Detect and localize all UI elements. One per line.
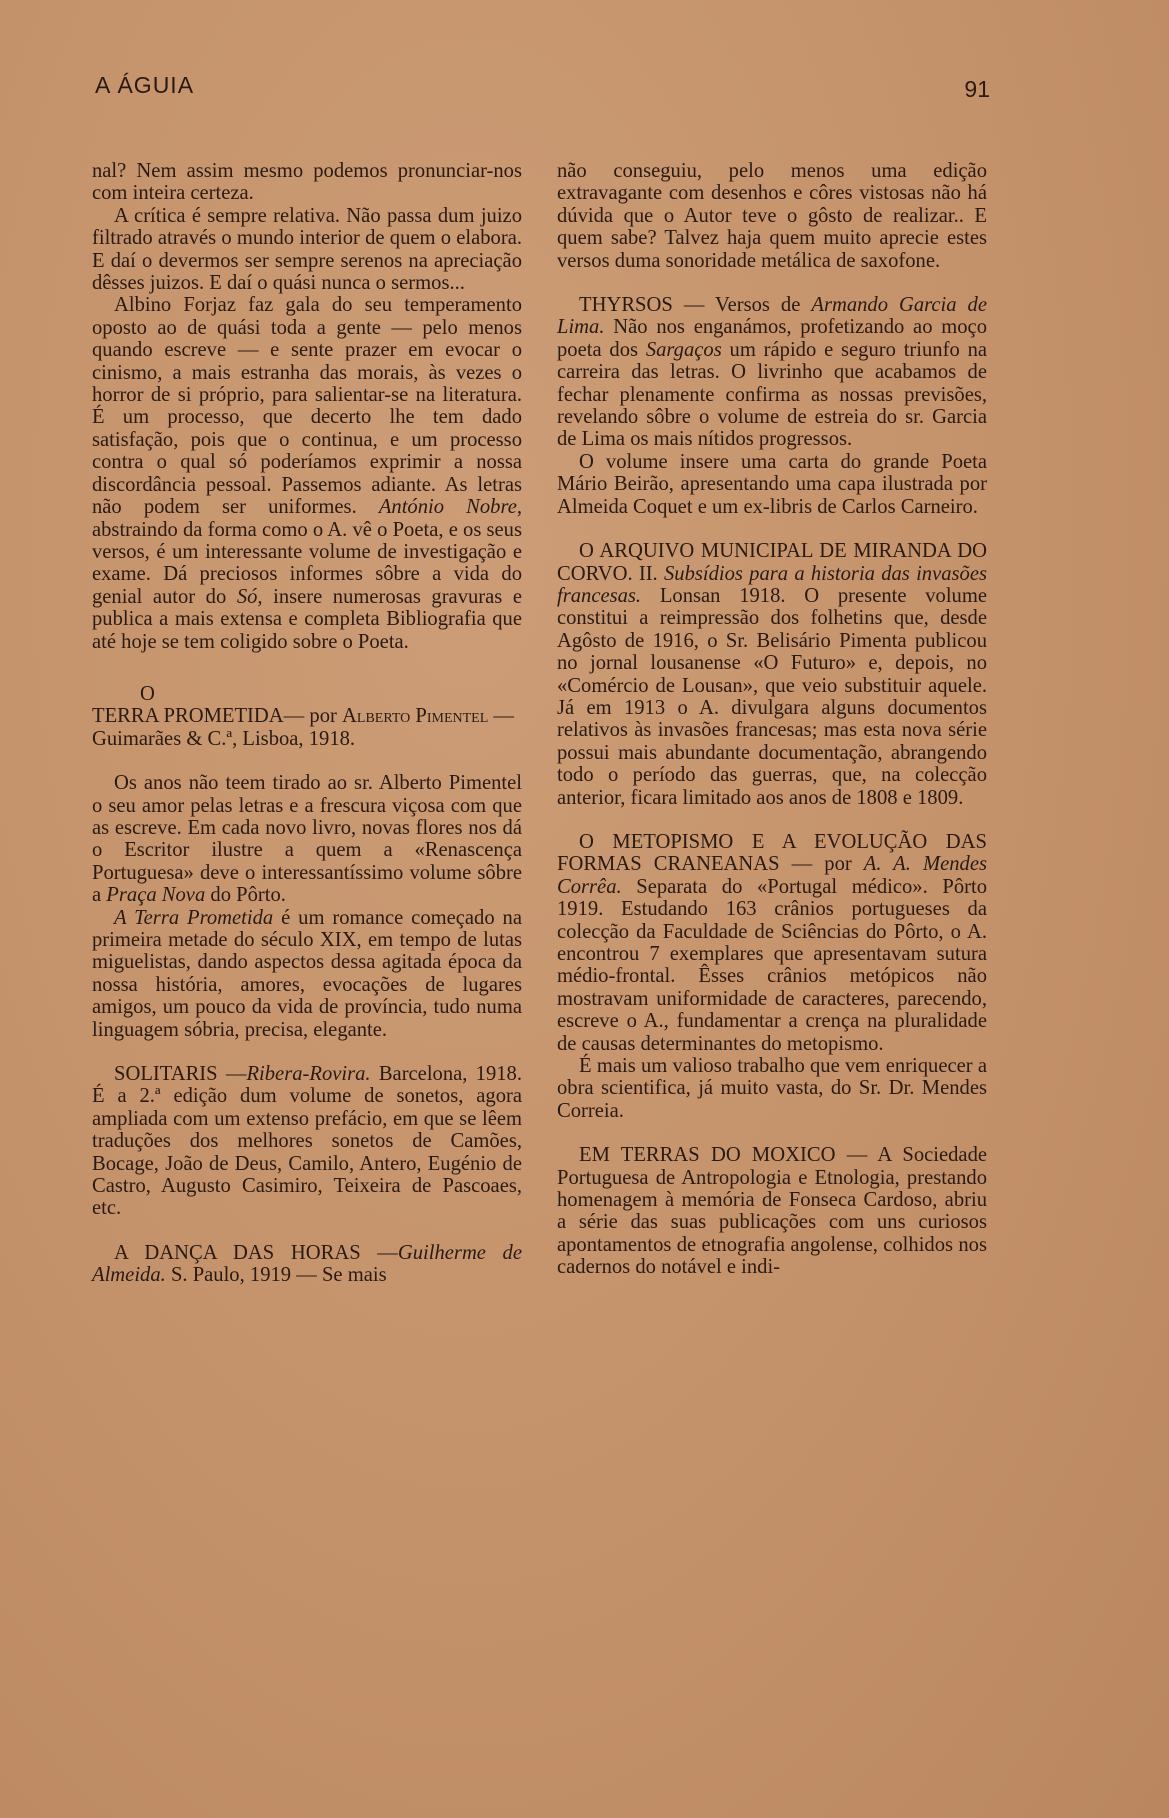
review-heading: TERRA PROMETIDA— por Alberto Pimentel — Guimarães & C.ª, Lisboa, 1918.	[92, 705, 515, 750]
book-title: Só,	[236, 585, 263, 608]
author-name: António Nobre,	[378, 496, 522, 519]
author-name: A. A. Mendes Corrêa.	[557, 853, 987, 898]
paragraph: É mais um valioso trabalho que vem enriquecer a obra scientifica, já muito vasta, do Sr. Dr. Mendes Correia.	[557, 1055, 987, 1122]
paragraph: Albino Forjaz faz gala do seu temperamento oposto ao de quási toda a gente — pelo menos quando escreve — e sente prazer em evocar o cinismo, a mais estranha das morais, às vezes o horror de si próprio, para salientar-se na literatura. É um processo, que decerto lhe tem dado satisfação, pois que o continua, e um processo contra o qual só poderíamos exprimir a nossa discordância pessoal. Passemos adiante. As letras não podem ser uniformes. António Nobre, abstraindo da forma como o A. vê o Poeta, e os seus versos, é um interessante volume de investigação e exame. Dá preciosos informes sôbre a vida do genial autor do Só, insere numerosas gravuras e publica a mais extensa e completa Bibliografia que até hoje se tem coligido sobre o Poeta.	[92, 294, 522, 653]
paragraph: não conseguiu, pelo menos uma edição extravagante com desenhos e côres vistosas não há dúvida que o Autor teve o gôsto de realizar.. E quem sabe? Talvez haja quem muito aprecie estes versos duma sonoridade metálica de saxofone.	[557, 160, 987, 272]
paragraph: O volume insere uma carta do grande Poeta Mário Beirão, apresentando uma capa ilustrada por Almeida Coquet e um ex-libris de Carlos Carneiro.	[557, 450, 987, 518]
book-title: Subsídios para a historia das invasões francesas.	[557, 562, 987, 607]
paragraph: A Terra Prometida é um romance começado na primeira metade do século XIX, em tempo de lutas miguelistas, dando aspectos dessa agitada época da nossa história, amores, evocações de lugares amigos, um pouco da vida de província, tudo numa linguagem sóbria, precisa, elegante.	[92, 906, 522, 1041]
review-entry: THYRSOS — Versos de Armando Garcia de Lima. Não nos enganámos, profetizando ao moço poeta dos Sargaços um rápido e seguro triunfo na carreira das letras. O livrinho que acabamos de fechar plenamente confirma as nossas previsões, revelando sôbre o volume de estreia do sr. Garcia de Lima os mais nítidos progressos.	[557, 294, 988, 451]
left-column	[92, 160, 522, 1287]
review-entry: O ARQUIVO MUNICIPAL DE MIRANDA DO CORVO. II. Subsídios para a historia das invasões francesas. Lonsan 1918. O presente volume constitui a reimpressão dos folhetins que, desde Agôsto de 1916, o Sr. Belisário Pimenta publicou no jornal lousanense «O Futuro» e, depois, no «Comércio de Lousan», que veio substituir aquele. Já em 1913 o A. divulgara alguns documentos relativos às invasões francesas; mas esta nova série possui mais abundante documentação, abrangendo todo o período das guerras, que, na colecção anterior, ficara limitado aos anos de 1808 e 1809.	[557, 540, 988, 809]
page-header	[95, 66, 990, 106]
review-entry: A DANÇA DAS HORAS —Guilherme de Almeida. S. Paulo, 1919 — Se mais	[92, 1241, 522, 1287]
book-title: Sargaços	[645, 338, 722, 361]
review-entry: O METOPISMO E A EVOLUÇÃO DAS FORMAS CRANEANAS — por A. A. Mendes Corrêa. Separata do «Portugal médico». Pôrto 1919. Estudando 163 crânios portugueses da colecção da Faculdade de Sciências do Pôrto, o A. encontrou 7 exemplares que apresentavam sutura médio-frontal. Êsses crânios metópicos não mostravam uniformidade de caracteres, parecendo, escreve o A., fundamentar a crença na pluralidade de causas determinantes do metopismo.	[557, 830, 987, 1055]
review-entry: SOLITARIS —Ribera-Rovira. Barcelona, 1918. É a 2.ª edição dum volume de sonetos, agora ampliada com um extenso prefácio, em que se lêem traduções dos melhores sonetos de Camões, Bocage, João de Deus, Camilo, Antero, Eugénio de Castro, Augusto Casimiro, Teixeira de Pascoaes, etc.	[92, 1063, 523, 1220]
review-entry: EM TERRAS DO MOXICO — A Sociedade Portuguesa de Antropologia e Etnologia, prestando homenagem à memória de Fonseca Cardoso, abriu a série das suas publicações com uns curiosos apontamentos de etnografia angolense, colhidos nos cadernos do notável e indi-	[557, 1144, 988, 1279]
page-number: 91	[964, 76, 990, 102]
journal-title: A ÁGUIA	[95, 72, 195, 98]
author-name: Ribera-Rovira.	[246, 1063, 371, 1086]
paragraph: Os anos não teem tirado ao sr. Alberto Pimentel o seu amor pelas letras e a frescura viçosa com que as escreve. Em cada novo livro, novas flores nos dá o Escritor ilustre a quem a «Renascença Portuguesa» deve o interessantíssimo volume sôbre a Praça Nova do Pôrto.	[92, 772, 522, 907]
right-column	[557, 160, 987, 1279]
paragraph: A crítica é sempre relativa. Não passa dum juizo filtrado através o mundo interior de quem o elabora. E daí o devermos ser sempre serenos na apreciação dêsses juizos. E daí o quási nunca o sermos...	[92, 204, 522, 295]
paragraph: nal? Nem assim mesmo podemos pronunciar-nos com inteira certeza.	[92, 160, 522, 205]
author-name: Armando Garcia de Lima.	[557, 294, 987, 339]
book-title: Praça Nova	[106, 884, 206, 907]
section-initial: O	[140, 682, 155, 705]
book-title: A Terra Prometida	[114, 906, 274, 929]
author-name: Guilherme de Almeida.	[92, 1241, 522, 1287]
